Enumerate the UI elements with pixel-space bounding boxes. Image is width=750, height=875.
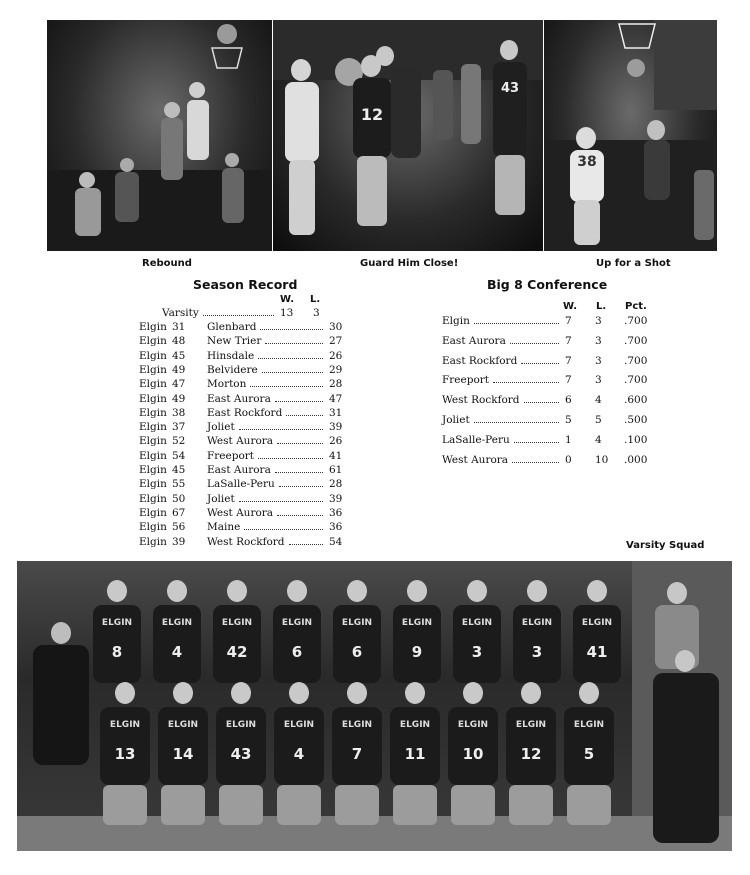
season-game-row	[0, 535, 400, 549]
game-opp-score: 26	[329, 349, 343, 362]
back-row-player	[333, 580, 381, 683]
varsity-label: Varsity	[162, 307, 199, 319]
game-team: Elgin	[139, 449, 167, 462]
shot-caption: Up for a Shot	[596, 258, 671, 269]
game-opp-score: 30	[329, 321, 343, 333]
game-score: 54	[172, 449, 186, 462]
standing-team: West Rockford	[442, 394, 520, 407]
game-opponent: Maine	[207, 521, 241, 534]
standing-wins: 0	[565, 453, 572, 466]
season-game-row	[0, 477, 400, 491]
guard-caption: Guard Him Close!	[360, 258, 459, 269]
game-opp-score: 47	[329, 392, 343, 405]
season-record-title: Season Record	[193, 277, 298, 292]
game-opp-score: 39	[329, 421, 343, 434]
front-row-player	[158, 682, 208, 825]
standing-pct: .600	[624, 394, 648, 407]
jersey-team-name: ELGIN	[457, 720, 489, 730]
season-l-header: L.	[310, 294, 321, 305]
game-leader	[279, 486, 323, 487]
standing-team: East Rockford	[442, 354, 518, 367]
jersey-number: 9	[411, 643, 423, 661]
game-score: 55	[172, 478, 186, 491]
standing-wins: 7	[565, 354, 572, 367]
game-leader	[244, 529, 323, 530]
game-opponent: West Aurora	[207, 506, 274, 519]
front-row-player	[564, 682, 614, 825]
standing-pct: .700	[624, 334, 648, 347]
jersey-number: 6	[351, 643, 363, 661]
jersey-team-name: ELGIN	[341, 618, 373, 628]
jersey-number: 3	[531, 643, 543, 661]
manager-head	[667, 582, 687, 604]
varsity-losses: 3	[313, 307, 320, 319]
standing-losses: 3	[595, 334, 602, 347]
game-score: 45	[172, 349, 186, 362]
game-team: Elgin	[139, 492, 167, 505]
season-game-row	[0, 506, 400, 520]
game-score: 45	[172, 464, 186, 476]
jersey-team-name: ELGIN	[521, 618, 553, 628]
jersey-number: 14	[172, 745, 194, 763]
game-opponent: Freeport	[207, 449, 255, 462]
game-leader	[260, 329, 323, 330]
game-team: Elgin	[139, 378, 167, 391]
jersey-team-name: ELGIN	[283, 720, 315, 730]
jersey-team-name: ELGIN	[461, 618, 493, 628]
game-score: 39	[172, 535, 186, 548]
jersey-number: 4	[171, 643, 183, 661]
jersey-team-name: ELGIN	[225, 720, 257, 730]
standing-leader	[474, 422, 559, 423]
shot-jersey: 38	[577, 154, 597, 170]
jersey-number: 8	[111, 643, 123, 661]
standing-pct: .000	[624, 453, 648, 466]
game-opp-score: 54	[329, 535, 343, 548]
guard-jersey-1: 12	[360, 105, 384, 124]
back-row-player	[393, 580, 441, 683]
game-opponent: East Rockford	[207, 406, 283, 419]
coach-body	[33, 645, 89, 765]
standing-leader	[524, 402, 559, 403]
shot-photo	[544, 20, 717, 251]
jersey-number: 12	[520, 745, 542, 763]
game-opp-score: 28	[329, 378, 343, 391]
game-team: Elgin	[139, 392, 167, 405]
standing-pct: .700	[624, 315, 648, 327]
game-score: 31	[172, 321, 186, 333]
coach-body	[653, 673, 719, 843]
game-score: 48	[172, 335, 186, 348]
game-score: 49	[172, 363, 186, 376]
game-opp-score: 41	[329, 449, 343, 462]
game-opp-score: 29	[329, 363, 343, 376]
game-team: Elgin	[139, 406, 167, 419]
game-score: 50	[172, 492, 186, 505]
standing-leader	[493, 382, 559, 383]
standing-team: West Aurora	[442, 453, 509, 466]
game-opponent: Joliet	[207, 421, 235, 434]
season-w-header: W.	[280, 294, 295, 305]
standing-row	[0, 354, 700, 368]
front-row-player	[506, 682, 556, 825]
back-row-player	[93, 580, 141, 683]
game-team: Elgin	[139, 349, 167, 362]
game-score: 49	[172, 392, 186, 405]
jersey-number: 13	[114, 745, 136, 763]
game-team: Elgin	[139, 478, 167, 491]
jersey-team-name: ELGIN	[341, 720, 373, 730]
standing-wins: 6	[565, 394, 572, 407]
game-score: 67	[172, 506, 186, 519]
game-opp-score: 36	[329, 521, 343, 534]
rebound-photo	[47, 20, 272, 251]
jersey-team-name: ELGIN	[401, 618, 433, 628]
jersey-team-name: ELGIN	[221, 618, 253, 628]
standing-wins: 7	[565, 315, 572, 327]
standing-team: Joliet	[442, 414, 470, 426]
game-score: 38	[172, 406, 186, 419]
game-opponent: West Aurora	[207, 435, 274, 448]
game-team: Elgin	[139, 506, 167, 519]
game-opp-score: 39	[329, 492, 343, 505]
game-score: 56	[172, 521, 186, 534]
front-row-player	[216, 682, 266, 825]
standing-row	[0, 334, 700, 348]
jersey-number: 5	[583, 745, 595, 763]
back-row-player	[453, 580, 501, 683]
game-leader	[277, 515, 323, 516]
game-team: Elgin	[139, 435, 167, 448]
standing-row	[0, 453, 700, 467]
rebound-caption: Rebound	[142, 258, 192, 269]
standing-leader	[514, 442, 559, 443]
standing-wins: 1	[565, 433, 572, 446]
standing-losses: 5	[595, 414, 602, 426]
back-row-player	[153, 580, 201, 683]
season-game-row	[0, 492, 400, 506]
game-opponent: Belvidere	[207, 363, 258, 376]
game-opponent: East Aurora	[207, 392, 271, 405]
game-leader	[239, 429, 323, 430]
standing-row	[0, 413, 700, 427]
squad-caption: Varsity Squad	[626, 540, 705, 551]
back-row-player	[513, 580, 561, 683]
jersey-team-name: ELGIN	[161, 618, 193, 628]
game-opp-score: 26	[329, 435, 343, 448]
jersey-team-name: ELGIN	[581, 618, 613, 628]
standing-pct: .100	[624, 433, 648, 446]
varsity-wins: 13	[280, 307, 294, 319]
standing-pct: .500	[624, 414, 648, 426]
game-opponent: Glenbard	[207, 321, 257, 333]
game-team: Elgin	[139, 363, 167, 376]
guard-photo	[273, 20, 543, 251]
standing-losses: 10	[595, 453, 609, 466]
game-opp-score: 27	[329, 335, 343, 348]
game-team: Elgin	[139, 521, 167, 534]
game-opponent: West Rockford	[207, 535, 285, 548]
jersey-number: 10	[462, 745, 484, 763]
jersey-team-name: ELGIN	[281, 618, 313, 628]
game-opponent: Joliet	[207, 492, 235, 505]
game-opponent: East Aurora	[207, 464, 271, 476]
game-score: 52	[172, 435, 186, 448]
coach-head	[51, 622, 71, 644]
game-leader	[275, 472, 323, 473]
jersey-team-name: ELGIN	[515, 720, 547, 730]
standing-row	[0, 314, 700, 328]
standing-team: LaSalle-Peru	[442, 433, 510, 446]
game-team: Elgin	[139, 535, 167, 548]
back-row-player	[273, 580, 321, 683]
standing-leader	[521, 363, 559, 364]
standing-leader	[512, 462, 559, 463]
standing-pct: .700	[624, 354, 648, 367]
game-opponent: Morton	[207, 378, 247, 391]
game-score: 47	[172, 378, 186, 391]
standing-losses: 3	[595, 354, 602, 367]
standing-losses: 4	[595, 433, 602, 446]
standing-wins: 7	[565, 374, 572, 387]
game-opponent: Hinsdale	[207, 349, 255, 362]
standing-losses: 4	[595, 394, 602, 407]
standing-pct: .700	[624, 374, 648, 387]
front-row-player	[448, 682, 498, 825]
season-game-row	[0, 520, 400, 534]
varsity-squad-photo	[17, 561, 732, 851]
guard-jersey-2: 43	[500, 81, 520, 96]
standing-row	[0, 433, 700, 447]
jersey-number: 11	[404, 745, 426, 763]
game-opp-score: 31	[329, 406, 343, 419]
standing-leader	[474, 323, 559, 324]
front-row-player	[274, 682, 324, 825]
game-opponent: New Trier	[207, 335, 262, 348]
standing-row	[0, 393, 700, 407]
game-team: Elgin	[139, 464, 167, 476]
jersey-number: 42	[226, 643, 248, 661]
conference-title: Big 8 Conference	[487, 277, 608, 292]
jersey-number: 7	[351, 745, 363, 763]
back-row-player	[213, 580, 261, 683]
game-team: Elgin	[139, 421, 167, 434]
standing-team: Freeport	[442, 374, 490, 387]
game-opp-score: 61	[329, 464, 343, 476]
game-opponent: LaSalle-Peru	[207, 478, 275, 491]
coach-head	[675, 650, 695, 672]
jersey-team-name: ELGIN	[399, 720, 431, 730]
standing-losses: 3	[595, 374, 602, 387]
jersey-number: 4	[293, 745, 305, 763]
conf-l-header: L.	[596, 301, 607, 312]
conf-pct-header: Pct.	[625, 301, 647, 312]
standing-wins: 7	[565, 334, 572, 347]
game-team: Elgin	[139, 335, 167, 348]
jersey-number: 3	[471, 643, 483, 661]
game-team: Elgin	[139, 321, 167, 333]
front-row-player	[100, 682, 150, 825]
jersey-number: 41	[586, 643, 608, 661]
standing-leader	[510, 343, 559, 344]
jersey-team-name: ELGIN	[109, 720, 141, 730]
game-opp-score: 28	[329, 478, 343, 491]
standing-losses: 3	[595, 315, 602, 327]
game-score: 37	[172, 421, 186, 434]
game-leader	[239, 501, 323, 502]
game-leader	[289, 544, 323, 545]
front-row-player	[390, 682, 440, 825]
jersey-team-name: ELGIN	[167, 720, 199, 730]
jersey-number: 6	[291, 643, 303, 661]
back-row-player	[573, 580, 621, 683]
jersey-team-name: ELGIN	[101, 618, 133, 628]
front-row-player	[332, 682, 382, 825]
game-opp-score: 36	[329, 506, 343, 519]
jersey-number: 43	[230, 745, 252, 763]
standing-team: East Aurora	[442, 334, 506, 347]
standing-team: Elgin	[442, 315, 470, 327]
standing-row	[0, 373, 700, 387]
jersey-team-name: ELGIN	[573, 720, 605, 730]
conf-w-header: W.	[563, 301, 578, 312]
standing-wins: 5	[565, 414, 572, 426]
